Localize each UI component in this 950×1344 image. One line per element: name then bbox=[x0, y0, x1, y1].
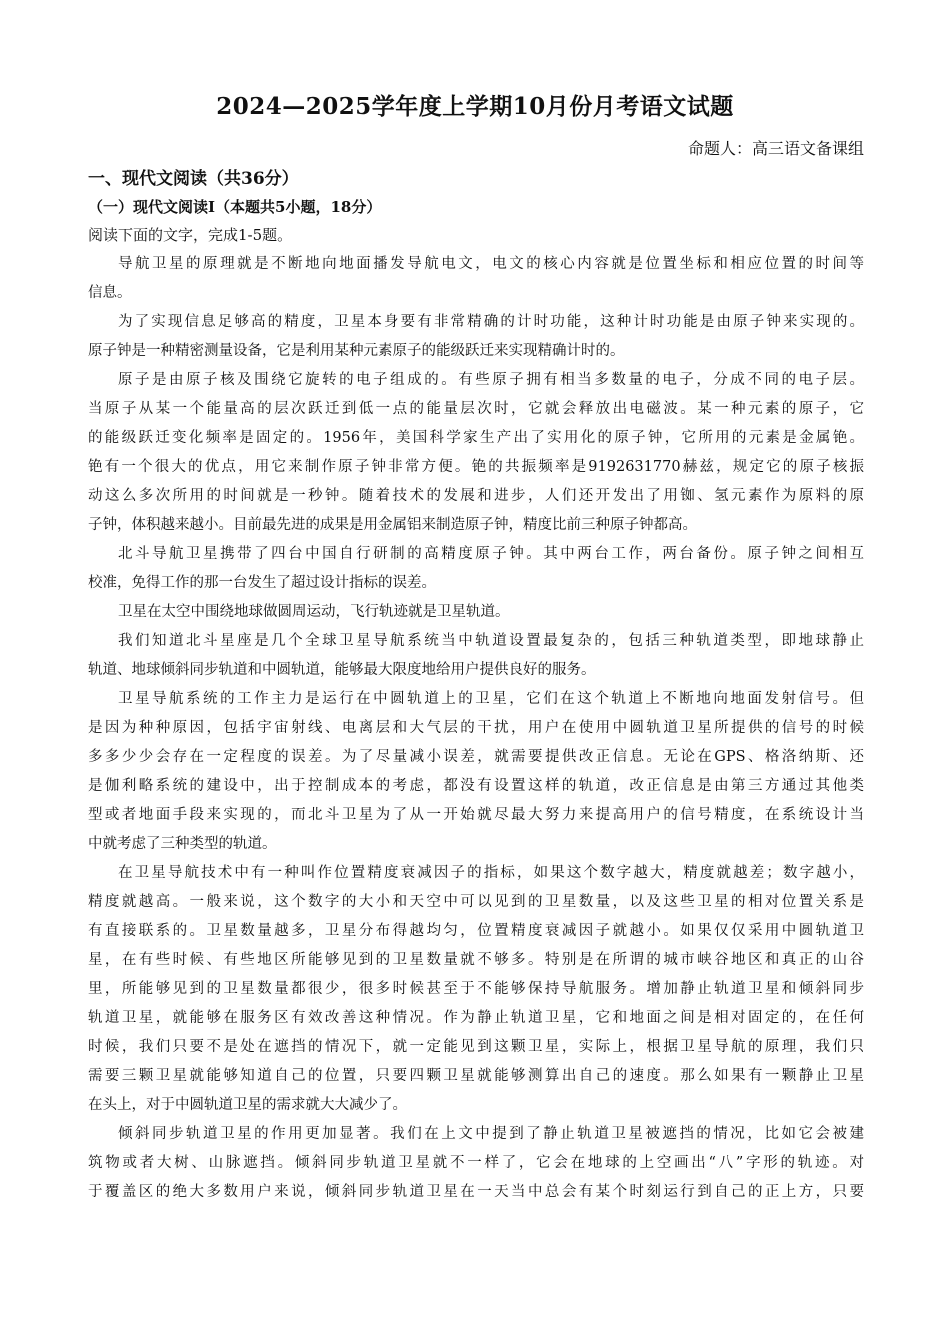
passage-line: 轨道卫星，就能够在服务区有效改善这种情况。作为静止轨道卫星，它和地面之间是相对固定的，在任何 bbox=[88, 1010, 864, 1026]
passage-line: 当原子从某一个能量高的层次跃迁到低一点的能量层次时，它就会释放出电磁波。某一种元素的原子，它 bbox=[88, 401, 864, 417]
passage-line: 北斗导航卫星携带了四台中国自行研制的高精度原子钟。其中两台工作，两台备份。原子钟之间相互 bbox=[118, 546, 864, 562]
passage-line: 原子钟是一种精密测量设备，它是利用某种元素原子的能级跃迁来实现精确计时的。 bbox=[88, 343, 625, 359]
passage-line: 是因为种种原因，包括宇宙射线、电离层和大气层的干扰，用户在使用中圆轨道卫星所提供的信号的时候 bbox=[88, 720, 864, 736]
passage-line: 时候，我们只要不是处在遮挡的情况下，就一定能见到这颗卫星，实际上，根据卫星导航的原理，我们只 bbox=[88, 1039, 864, 1055]
passage-line: 倾斜同步轨道卫星的作用更加显著。我们在上文中提到了静止轨道卫星被遮挡的情况，比如它会被建 bbox=[118, 1126, 864, 1142]
passage-line: 型或者地面手段来实现的，而北斗卫星为了从一开始就尽最大努力来提高用户的信号精度，在系统设计当 bbox=[88, 807, 864, 823]
author-line: 命题人：高三语文备课组 bbox=[687, 139, 864, 158]
passage-line: 于覆盖区的绝大多数用户来说，倾斜同步轨道卫星在一天当中总会有某个时刻运行到自己的正上方，只要 bbox=[88, 1184, 864, 1200]
passage-line: 校准，免得工作的那一台发生了超过设计指标的误差。 bbox=[88, 575, 436, 591]
passage-line: 卫星在太空中围绕地球做圆周运动，飞行轨迹就是卫星轨道。 bbox=[118, 604, 510, 620]
passage-line: 在头上，对于中圆轨道卫星的需求就大大减少了。 bbox=[88, 1097, 407, 1113]
passage-line: 原子是由原子核及围绕它旋转的电子组成的。有些原子拥有相当多数量的电子，分成不同的电子层。 bbox=[118, 372, 864, 388]
passage-line: 精度就越高。一般来说，这个数字的大小和天空中可以见到的卫星数量，以及这些卫星的相对位置关系是 bbox=[88, 894, 864, 910]
passage-body bbox=[88, 250, 864, 1207]
passage-line: 铯有一个很大的优点，用它来制作原子钟非常方便。铯的共振频率是9192631770赫兹，规定它的原子核振 bbox=[88, 459, 864, 475]
passage-line: 多多少少会存在一定程度的误差。为了尽量减小误差，就需要提供改正信息。无论在GPS、格洛纳斯、还 bbox=[88, 749, 864, 765]
passage-line: 导航卫星的原理就是不断地向地面播发导航电文，电文的核心内容就是位置坐标和相应位置的时间等 bbox=[118, 256, 864, 272]
reading-instruction: 阅读下面的文字，完成1-5题。 bbox=[88, 226, 293, 244]
passage-line: 星，在有些时候、有些地区所能够见到的卫星数量就不够多。特别是在所谓的城市峡谷地区和真正的山谷 bbox=[88, 952, 864, 968]
passage-line: 需要三颗卫星就能够知道自己的位置，只要四颗卫星就能够测算出自己的速度。那么如果有一颗静止卫星 bbox=[88, 1068, 864, 1084]
passage-line: 中就考虑了三种类型的轨道。 bbox=[88, 836, 277, 852]
passage-line: 卫星导航系统的工作主力是运行在中圆轨道上的卫星，它们在这个轨道上不断地向地面发射信号。但 bbox=[118, 691, 864, 707]
passage-line: 信息。 bbox=[88, 285, 132, 301]
passage-line: 我们知道北斗星座是几个全球卫星导航系统当中轨道设置最复杂的，包括三种轨道类型，即地球静止 bbox=[118, 633, 864, 649]
passage-line: 轨道、地球倾斜同步轨道和中圆轨道，能够最大限度地给用户提供良好的服务。 bbox=[88, 662, 596, 678]
subsection-heading: （一）现代文阅读I（本题共5小题，18分） bbox=[88, 198, 382, 216]
passage-line: 为了实现信息足够高的精度，卫星本身要有非常精确的计时功能，这种计时功能是由原子钟来实现的。 bbox=[118, 314, 864, 330]
passage-line: 筑物或者大树、山脉遮挡。倾斜同步轨道卫星就不一样了，它会在地球的上空画出“八”字形的轨迹。对 bbox=[88, 1155, 864, 1171]
section-heading: 一、现代文阅读（共36分） bbox=[88, 169, 299, 189]
passage-line: 里，所能够见到的卫星数量都很少，很多时候甚至于不能够保持导航服务。增加静止轨道卫星和倾斜同步 bbox=[88, 981, 864, 997]
passage-line: 的能级跃迁变化频率是固定的。1956年，美国科学家生产出了实用化的原子钟，它所用的元素是金属铯。 bbox=[88, 430, 864, 446]
passage-line: 动这么多次所用的时间就是一秒钟。随着技术的发展和进步，人们还开发出了用铷、氢元素作为原料的原 bbox=[88, 488, 864, 504]
passage-line: 是伽利略系统的建设中，出于控制成本的考虑，都没有设置这样的轨道，改正信息是由第三方通过其他类 bbox=[88, 778, 864, 794]
passage-line: 在卫星导航技术中有一种叫作位置精度衰减因子的指标，如果这个数字越大，精度就越差；数字越小， bbox=[118, 865, 864, 881]
exam-title: 2024—2025学年度上学期10月份月考语文试题 bbox=[216, 93, 734, 120]
passage-line: 子钟，体积越来越小。目前最先进的成果是用金属铝来制造原子钟，精度比前三种原子钟都高。 bbox=[88, 517, 697, 533]
passage-line: 有直接联系的。卫星数量越多，卫星分布得越均匀，位置精度衰减因子就越小。如果仅仅采用中圆轨道卫 bbox=[88, 923, 864, 939]
